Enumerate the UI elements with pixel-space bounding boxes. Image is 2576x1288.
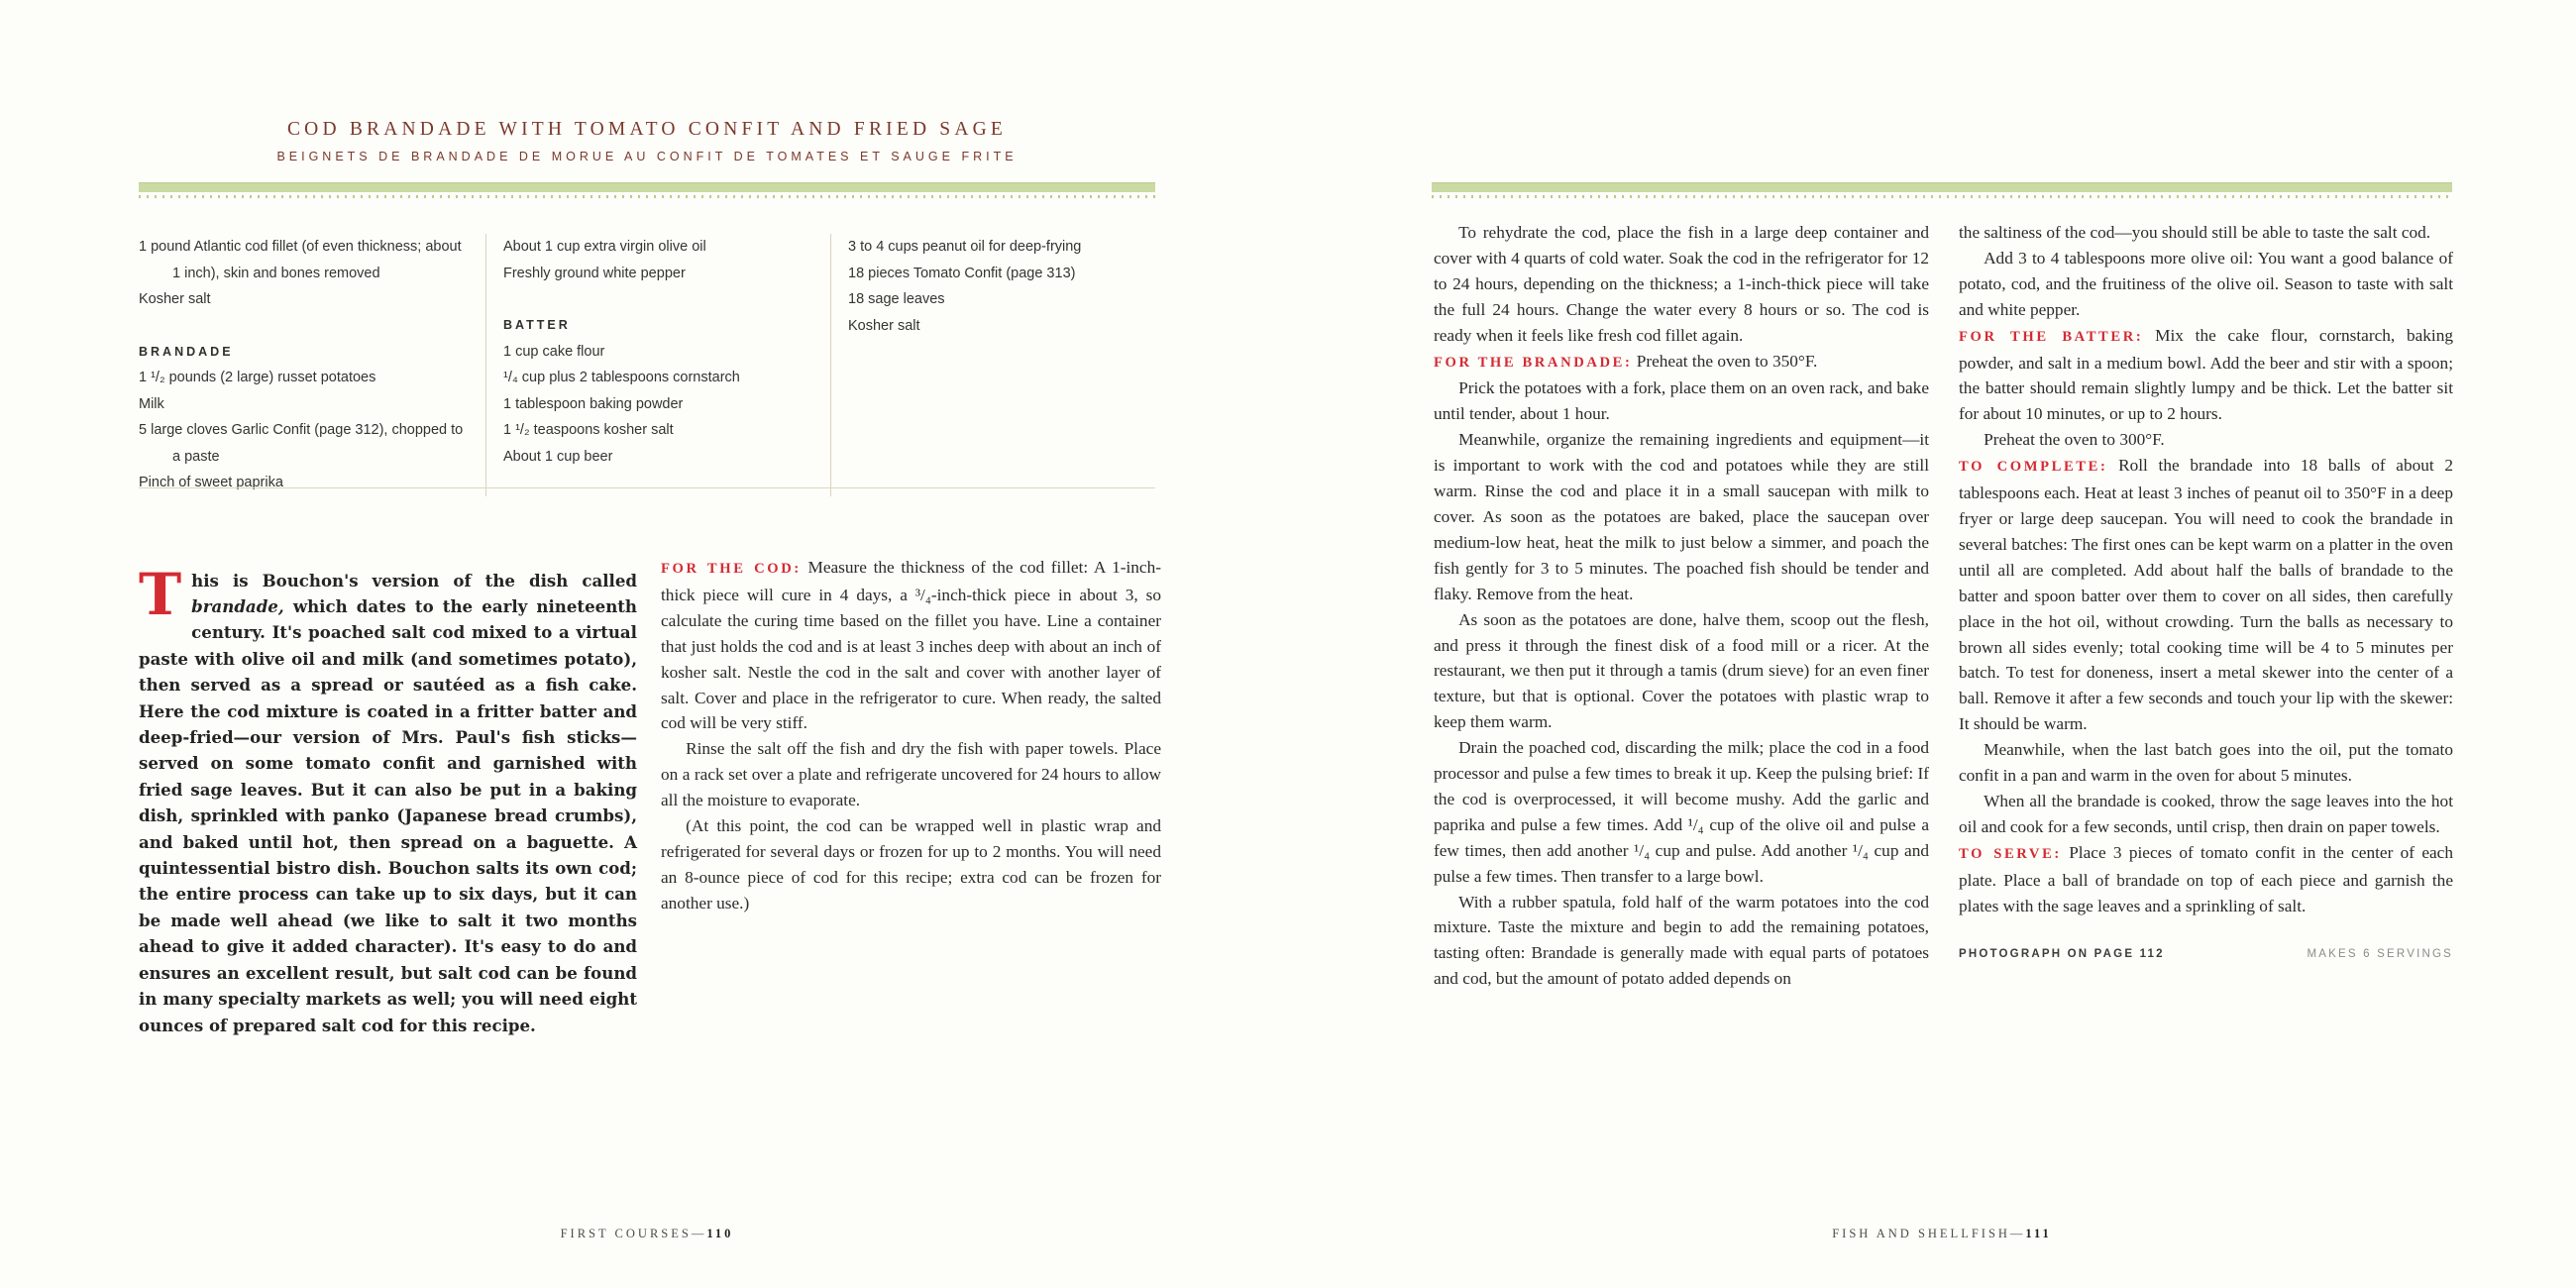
- step-label: FOR THE COD:: [661, 561, 802, 577]
- method-paragraph: Prick the potatoes with a fork, place them on an oven rack, and bake until tender, about 1 hour.: [1434, 378, 1929, 424]
- method-paragraph: Add 3 to 4 tablespoons more olive oil: You want a good balance of potato, cod, and the fruitiness of the olive oil. Season to taste with salt and white pepper.: [1959, 248, 2453, 319]
- intro-text: his is Bouchon's version of the dish called: [191, 570, 637, 590]
- ingredient: 1 pound Atlantic cod fillet (of even thickness; about 1 inch), skin and bones removed: [139, 239, 462, 281]
- ingredients-list: [139, 234, 1155, 496]
- method-paragraph: [661, 555, 1161, 736]
- ingredient: 5 large cloves Garlic Confit (page 312), chopped to a paste: [139, 422, 464, 465]
- step-text: Place 3 pieces of tomato confit in the center of each plate. Place a ball of brandade on top of each piece and garnish the plates with the sage leaves and a sprinkling of salt.: [1959, 842, 2453, 915]
- decorative-band-right: [1432, 182, 2452, 192]
- ingredient-group-heading: BRANDADE: [139, 344, 234, 359]
- footer-section: FISH AND SHELLFISH: [1832, 1227, 2010, 1240]
- footer-separator: —: [691, 1227, 707, 1240]
- step-label: FOR THE BATTER:: [1959, 328, 2144, 345]
- method-paragraph: Drain the poached cod, discarding the milk; place the cod in a food processor and pulse a few times to break it up. Keep the pulsing brief: If the cod is overprocessed, it will become mushy. Add the garlic and paprika and pulse a few times. Add ¹/₄ cup of the olive oil and pulse a few times, then add another ¹/₄ cup and pulse. Add another ¹/₄ cup and pulse a few times. Then transfer to a large bowl.: [1434, 738, 1929, 886]
- intro-paragraph: [139, 560, 637, 1038]
- ingredient: 1 tablespoon baking powder: [503, 395, 684, 412]
- step-label: FOR THE BRANDADE:: [1434, 354, 1633, 371]
- method-paragraph: As soon as the potatoes are done, halve them, scoop out the flesh, and press it through the finest disk of a food mill or a ricer. At the restaurant, we then put it through a tamis (drum sieve) for an even finer texture, but that is optional. Cover the potatoes with plastic wrap to keep them warm.: [1434, 609, 1929, 732]
- ingredients-column-2: [485, 234, 830, 496]
- intro-text: which dates to the early nineteenth century. It's poached salt cod mixed to a virtual paste with olive oil and milk (and sometimes potato), then served as a spread or sautéed as a fish cake. Here the cod mixture is coated in a fritter batter and deep-fried—our version of Mrs. Paul's fish sticks—served on some tomato confit and garnished with fried sage leaves. But it can also be put in a baking dish, sprinkled with panko (Japanese bread crumbs), and baked until hot, then spread on a baguette. A quintessential bistro dish. Bouchon salts its own cod; the entire process can take up to six days, but it can be made well ahead (we like to salt it two months ahead to give it added character). It's easy to do and ensures an excellent result, but salt cod can be found in many specialty markets as well; you will need eight ounces of prepared salt cod for this recipe.: [139, 596, 637, 1035]
- intro-text-italic: brandade,: [191, 596, 284, 616]
- servings-yield: MAKES 6 SERVINGS: [2307, 948, 2453, 961]
- ingredient: About 1 cup extra virgin olive oil: [503, 239, 706, 255]
- method-paragraph: To rehydrate the cod, place the fish in a large deep container and cover with 4 quarts of cold water. Soak the cod in the refrigerator for 12 to 24 hours, depending on the thickness; a 1-inch-thick piece will take the full 24 hours. Change the water every 8 hours or so. The cod is ready when it feels like fresh cod fillet again.: [1434, 223, 1929, 345]
- step-text: Measure the thickness of the cod fillet: A 1-inch-thick piece will cure in 4 days, a ³/₄-inch-thick piece in about 3, so calculate the curing time based on the fillet you have. Line a container that just holds the cod and is at least 3 inches deep with about an inch of kosher salt. Nestle the cod in the salt and cover with another layer of salt. Cover and place in the refrigerator to cure. When ready, the salted cod will be very stiff.: [661, 558, 1161, 733]
- method-paragraph: [1959, 840, 2453, 919]
- ingredient: 1 ¹/₂ pounds (2 large) russet potatoes: [139, 370, 376, 385]
- footer-section: FIRST COURSES: [560, 1227, 692, 1240]
- page-footer-right: [1432, 1227, 2452, 1241]
- method-paragraph: (At this point, the cod can be wrapped well in plastic wrap and refrigerated for several days or frozen for up to 2 months. You will need an 8-ounce piece of cod for this recipe; extra cod can be frozen for another use.): [661, 816, 1161, 912]
- ingredients-column-1: [139, 234, 485, 496]
- ingredient: ¹/₄ cup plus 2 tablespoons cornstarch: [503, 370, 740, 385]
- page-number: 111: [2025, 1227, 2052, 1240]
- ingredient: Milk: [139, 395, 164, 412]
- method-paragraph: [1959, 453, 2453, 737]
- ingredients-column-3: [830, 234, 1155, 496]
- ingredient: Freshly ground white pepper: [503, 265, 686, 281]
- drop-cap: T: [139, 560, 182, 628]
- ingredient: 3 to 4 cups peanut oil for deep-frying: [848, 239, 1082, 255]
- decorative-band-left: [139, 182, 1155, 192]
- method-paragraph: the saltiness of the cod—you should still be able to taste the salt cod.: [1959, 223, 2431, 242]
- method-paragraph: When all the brandade is cooked, throw the sage leaves into the hot oil and cook for a few seconds, until crisp, then drain on paper towels.: [1959, 791, 2453, 836]
- ingredient: Kosher salt: [848, 317, 920, 334]
- credit-row: [1959, 942, 2453, 968]
- step-text: Mix the cake flour, cornstarch, baking powder, and salt in a medium bowl. Add the beer and stir with a spoon; the batter should remain slightly lumpy and be thick. Let the batter sit for about 10 minutes, or up to 2 hours.: [1959, 325, 2453, 424]
- step-label: TO COMPLETE:: [1959, 459, 2108, 476]
- method-paragraph: With a rubber spatula, fold half of the warm potatoes into the cod mixture. Taste the mixture and begin to add the remaining potatoes, tasting often: Brandade is generally made with equal parts of potatoes and cod, but the amount of potato added depends on: [1434, 892, 1929, 989]
- photograph-credit: PHOTOGRAPH ON PAGE 112: [1959, 948, 2165, 961]
- method-column-2: [1959, 220, 2453, 968]
- method-paragraph: Meanwhile, organize the remaining ingredients and equipment—it is important to work with the cod and potatoes while they are still warm. Rinse the cod and place it in a small saucepan with milk to cover. As soon as the potatoes are baked, place the saucepan over medium-low heat, heat the milk to just below a simmer, and poach the fish gently for 3 to 5 minutes. The poached fish should be tender and flaky. Remove from the heat.: [1434, 430, 1929, 603]
- page-number: 110: [706, 1227, 734, 1240]
- method-paragraph: Meanwhile, when the last batch goes into the oil, put the tomato confit in a pan and warm in the oven for about 5 minutes.: [1959, 740, 2453, 786]
- ingredient: 18 pieces Tomato Confit (page 313): [848, 265, 1076, 281]
- footer-separator: —: [2009, 1227, 2026, 1240]
- step-text: Preheat the oven to 350°F.: [1636, 351, 1818, 371]
- method-paragraph: Preheat the oven to 300°F.: [1984, 430, 2165, 450]
- method-for-the-cod: [661, 555, 1161, 916]
- ingredient: Pinch of sweet paprika: [139, 475, 283, 490]
- ingredient: 18 sage leaves: [848, 291, 945, 307]
- method-column-1: [1434, 220, 1929, 992]
- recipe-subtitle-french: BEIGNETS DE BRANDADE DE MORUE AU CONFIT DE TOMATES ET SAUGE FRITE: [276, 150, 1018, 163]
- ingredient: 1 ¹/₂ teaspoons kosher salt: [503, 422, 674, 438]
- method-paragraph: [1434, 349, 1929, 376]
- method-paragraph: Rinse the salt off the fish and dry the fish with paper towels. Place on a rack set over a plate and refrigerate uncovered for 24 hours to allow all the moisture to evaporate.: [661, 739, 1161, 810]
- step-label: TO SERVE:: [1959, 845, 2062, 862]
- ingredient: Kosher salt: [139, 291, 211, 307]
- ingredient: About 1 cup beer: [503, 448, 613, 465]
- horizontal-rule: [139, 487, 1155, 488]
- page-footer-left: [139, 1227, 1155, 1241]
- step-text: Roll the brandade into 18 balls of about 2 tablespoons each. Heat at least 3 inches of peanut oil to 350°F in a deep fryer or large deep saucepan. You will need to cook the brandade in several batches: The first ones can be kept warm on a platter in the oven until all are completed. Add about half the balls of brandade to the batter and spoon batter over them to cover on all sides, then carefully place in the hot oil, without crowding. Turn the balls as necessary to brown all sides evenly; total cooking time will be 4 to 5 minutes per batch. To test for doneness, insert a metal skewer into the center of a ball. Remove it after a few seconds and touch your lip with the skewer: It should be warm.: [1959, 456, 2453, 734]
- ingredient-group-heading: BATTER: [503, 318, 571, 332]
- ingredient: 1 cup cake flour: [503, 343, 605, 360]
- recipe-title: COD BRANDADE WITH TOMATO CONFIT AND FRIED SAGE: [286, 119, 1008, 140]
- method-paragraph: [1959, 323, 2453, 428]
- recipe-header: [139, 119, 1155, 163]
